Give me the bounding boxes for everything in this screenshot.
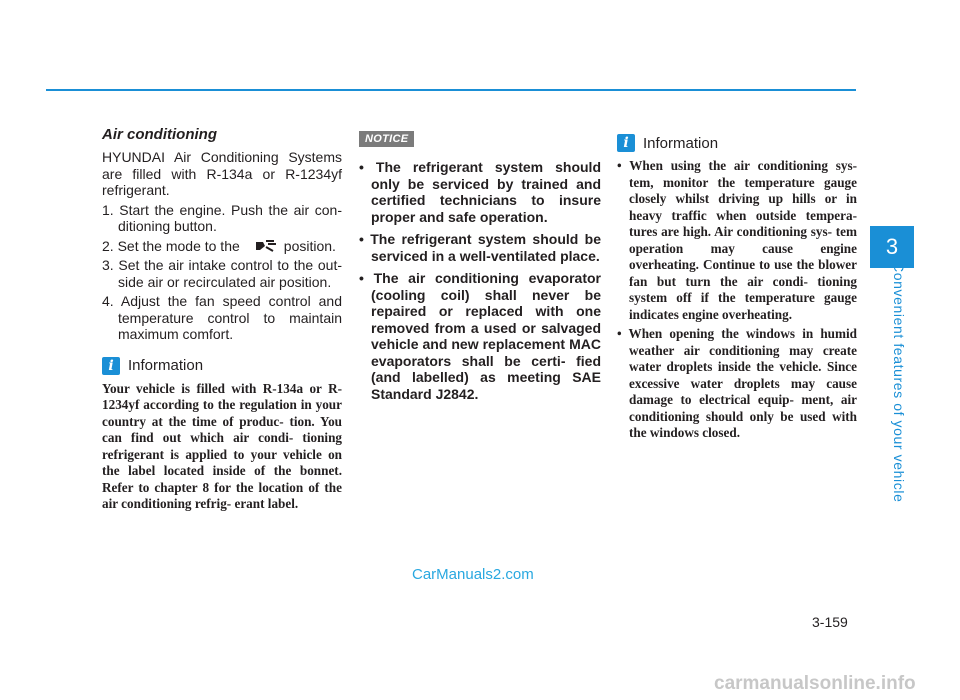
header-rule [46, 89, 856, 91]
info-item: • When opening the windows in humid weather air conditioning may create water droplets inside the vehicle. Since excessive water droplets may cause damage to electrical equip- ment, air conditioning should only be used with the windows closed. [617, 326, 857, 440]
floor-mode-icon [254, 239, 278, 253]
watermark-link[interactable]: CarManuals2.com [412, 566, 534, 583]
info-icon: i [102, 357, 120, 375]
info-header [102, 357, 342, 375]
notice-item: • The air conditioning evaporator (cooling coil) shall never be repaired or replaced with one removed from a used or salvaged vehicle and new replacement MAC evaporators shall be certi- fied (and labelled) as meeting SAE Standard J2842. [359, 270, 601, 402]
middle-column [359, 122, 601, 408]
info-text: Your vehicle is filled with R-134a or R-1234yf according to the regulation in your country at the time of produc- tion. You can find out which air condi- tioning refrigerant is applied to your vehicle on the label located inside of the bonnet. Refer to chapter 8 for the location of the air conditioning refrig- erant label. [102, 380, 342, 511]
step-item: 2. Set the mode to the position. [102, 237, 336, 254]
info-item: • When using the air conditioning sys- tem, monitor the temperature gauge closely whilst driving up hills or in heavy traffic when outside tempera- tures are high. Air conditioning sys- tem operation may cause engine overheating. Continue to use the blower fan but turn the air condi- tioning system off if the temperature gauge indicates engine overheating. [617, 158, 857, 322]
chapter-number: 3 [885, 234, 899, 259]
notice-item: • The refrigerant system should only be serviced by trained and certified technicians to insure proper and safe operation. [359, 159, 602, 225]
info-title: Information [643, 134, 719, 152]
notice-badge: NOTICE [359, 131, 414, 147]
info-icon: i [617, 134, 635, 152]
step-item: 3. Set the air intake control to the out- side air or recirculated air position. [102, 257, 343, 290]
info-list [617, 158, 857, 442]
page-number: 3-159 [812, 614, 848, 630]
section-heading: Air conditioning [102, 126, 217, 143]
step-item: 4. Adjust the fan speed control and temperature control to maintain maximum comfort. [102, 293, 342, 342]
right-column [617, 122, 857, 445]
notice-list [359, 159, 601, 402]
chapter-title: Convenient features of your vehicle [891, 262, 907, 503]
left-column [102, 122, 342, 513]
notice-item: • The refrigerant system should be serviced in a well-ventilated place. [359, 231, 601, 264]
info-header [617, 134, 857, 152]
step-item: 1. Start the engine. Push the air con- ditioning button. [102, 201, 343, 234]
steps-list [102, 202, 342, 343]
info-title: Information [128, 357, 204, 374]
intro-paragraph: HYUNDAI Air Conditioning Systems are filled with R-134a or R-1234yf refrigerant. [102, 149, 342, 198]
watermark-footer: carmanualsonline.info [714, 673, 916, 694]
